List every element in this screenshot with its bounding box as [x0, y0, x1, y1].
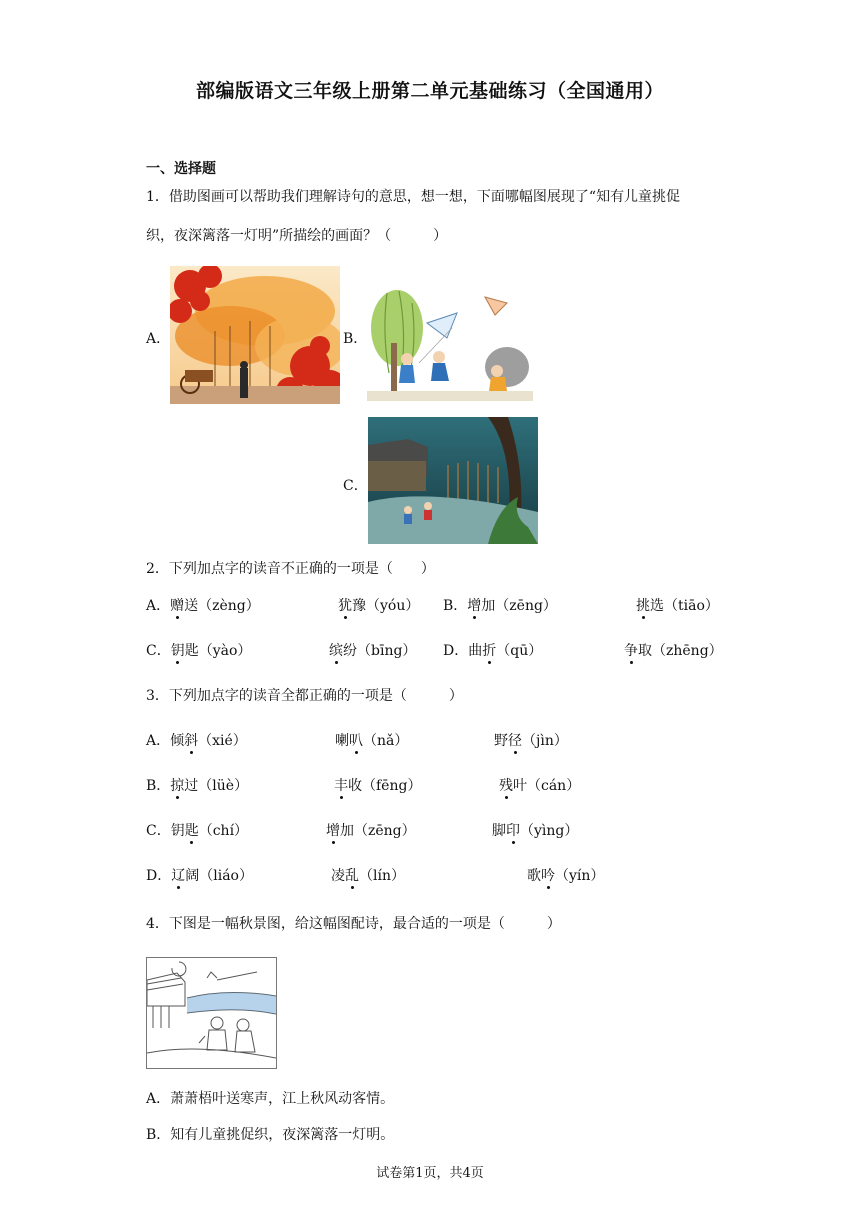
- q3-option-b: [146, 775, 248, 795]
- char: 歌: [527, 868, 541, 884]
- question-1-line-2: 织，夜深篱落一灯明”所描绘的画面？（ ）: [146, 228, 448, 244]
- option-label: A．: [146, 733, 171, 749]
- q2-option-a-word-2: [338, 595, 419, 615]
- q1-option-c-image: [368, 417, 538, 544]
- pinyin: （zēng）: [495, 598, 557, 614]
- pinyin: （lín）: [359, 868, 405, 884]
- option-label: C．: [146, 643, 171, 659]
- q1-option-b-label: B．: [343, 331, 368, 347]
- q1-option-a-label: A．: [146, 331, 171, 347]
- char: 收: [348, 778, 362, 794]
- q4-autumn-scene-image: [146, 957, 277, 1069]
- q2-option-b-word-2: [636, 595, 719, 615]
- dotted-char: 斜: [184, 733, 199, 749]
- dotted-char: 钥: [170, 643, 185, 659]
- char: 加: [481, 598, 496, 614]
- dotted-char: 争: [624, 643, 638, 659]
- option-label: A．: [146, 598, 171, 614]
- char: 脚: [492, 823, 506, 839]
- dotted-char: 印: [506, 823, 520, 839]
- autumn-maple-illustration: [170, 266, 340, 404]
- pinyin: （xié）: [198, 733, 247, 749]
- q3-option-c-word-2: [326, 820, 416, 840]
- page-footer: 试卷第1页，共4页: [376, 1166, 484, 1181]
- char: 钥: [170, 823, 185, 839]
- section-heading: 一、选择题: [146, 161, 216, 177]
- q4-option-a: A．萧萧梧叶送寒声，江上秋风动客情。: [146, 1091, 395, 1107]
- children-flying-kite-illustration: [367, 283, 533, 401]
- q3-option-d: [146, 865, 253, 885]
- pinyin: （jìn）: [522, 733, 568, 749]
- q3-option-a-word-3: [494, 730, 568, 750]
- pinyin: （chí）: [198, 823, 249, 839]
- pinyin: （lüè）: [198, 778, 249, 794]
- char: 豫: [352, 598, 366, 614]
- option-label: D．: [443, 643, 469, 659]
- dotted-char: 匙: [184, 823, 199, 839]
- char: 曲: [468, 643, 483, 659]
- option-label: B．: [146, 778, 171, 794]
- dotted-char: 掠: [170, 778, 185, 794]
- pinyin: （fēng）: [362, 778, 422, 794]
- pinyin: （yóu）: [366, 598, 420, 614]
- pinyin: （cán）: [527, 778, 581, 794]
- q3-option-d-word-2: [331, 865, 405, 885]
- pinyin: （liáo）: [199, 868, 253, 884]
- q2-option-c: [146, 640, 251, 660]
- pinyin: （zèng）: [198, 598, 260, 614]
- dotted-char: 赠: [170, 598, 185, 614]
- q3-option-c-word-3: [492, 820, 578, 840]
- dotted-char: 吟: [541, 868, 555, 884]
- char: 选: [650, 598, 664, 614]
- dotted-char: 增: [326, 823, 340, 839]
- dotted-char: 辽: [171, 868, 186, 884]
- q2-option-c-word-2: [329, 640, 416, 660]
- dotted-char: 径: [508, 733, 522, 749]
- question-3-stem: 3．下列加点字的读音全都正确的一项是（ ）: [146, 688, 463, 704]
- dotted-char: 叭: [349, 733, 363, 749]
- dotted-char: 挑: [636, 598, 650, 614]
- q3-option-b-word-2: [334, 775, 421, 795]
- option-label: C．: [146, 823, 171, 839]
- char: 凌: [331, 868, 345, 884]
- question-4-stem: 4．下图是一幅秋景图，给这幅图配诗，最合适的一项是（ ）: [146, 916, 561, 932]
- q2-option-d-word-2: [624, 640, 723, 660]
- char: 倾: [170, 733, 185, 749]
- line-drawing-illustration: [147, 958, 276, 1068]
- pinyin: （tiāo）: [664, 598, 719, 614]
- q3-option-d-word-3: [527, 865, 604, 885]
- dotted-char: 丰: [334, 778, 348, 794]
- q1-option-b-image: [367, 283, 533, 401]
- q3-option-a: [146, 730, 247, 750]
- char: 匙: [184, 643, 199, 659]
- option-label: B．: [443, 598, 468, 614]
- q4-option-b: B．知有儿童挑促织，夜深篱落一灯明。: [146, 1127, 395, 1143]
- dotted-char: 折: [482, 643, 497, 659]
- pinyin: （nǎ）: [363, 733, 409, 749]
- char: 取: [638, 643, 652, 659]
- dotted-char: 增: [467, 598, 482, 614]
- q2-option-a: [146, 595, 260, 615]
- pinyin: （bīng）: [357, 643, 417, 659]
- q3-option-c: [146, 820, 248, 840]
- char: 野: [494, 733, 508, 749]
- char: 送: [184, 598, 199, 614]
- dotted-char: 缤: [329, 643, 343, 659]
- char: 加: [340, 823, 354, 839]
- pinyin: （yìng）: [520, 823, 579, 839]
- pinyin: （zhēng）: [652, 643, 723, 659]
- pinyin: （yào）: [198, 643, 252, 659]
- q3-option-b-word-3: [499, 775, 580, 795]
- q1-option-a-image: [170, 266, 340, 404]
- question-2-stem: 2．下列加点字的读音不正确的一项是（ ）: [146, 561, 435, 577]
- dotted-char: 残: [499, 778, 513, 794]
- char: 喇: [335, 733, 349, 749]
- q1-option-c-label: C．: [343, 478, 368, 494]
- pinyin: （yín）: [555, 868, 605, 884]
- page-title: 部编版语文三年级上册第二单元基础练习（全国通用）: [195, 80, 664, 102]
- pinyin: （zēng）: [354, 823, 416, 839]
- q2-option-d: [443, 640, 542, 660]
- char: 过: [184, 778, 199, 794]
- q2-option-b: [443, 595, 557, 615]
- question-1-line-1: 1．借助图画可以帮助我们理解诗句的意思，想一想，下面哪幅图展现了“知有儿童挑促: [146, 189, 681, 205]
- dotted-char: 犹: [338, 598, 352, 614]
- char: 叶: [513, 778, 527, 794]
- q3-option-a-word-2: [335, 730, 408, 750]
- dotted-char: 乱: [345, 868, 359, 884]
- night-village-illustration: [368, 417, 538, 544]
- char: 纷: [343, 643, 357, 659]
- option-label: D．: [146, 868, 172, 884]
- pinyin: （qū）: [496, 643, 543, 659]
- char: 阔: [185, 868, 200, 884]
